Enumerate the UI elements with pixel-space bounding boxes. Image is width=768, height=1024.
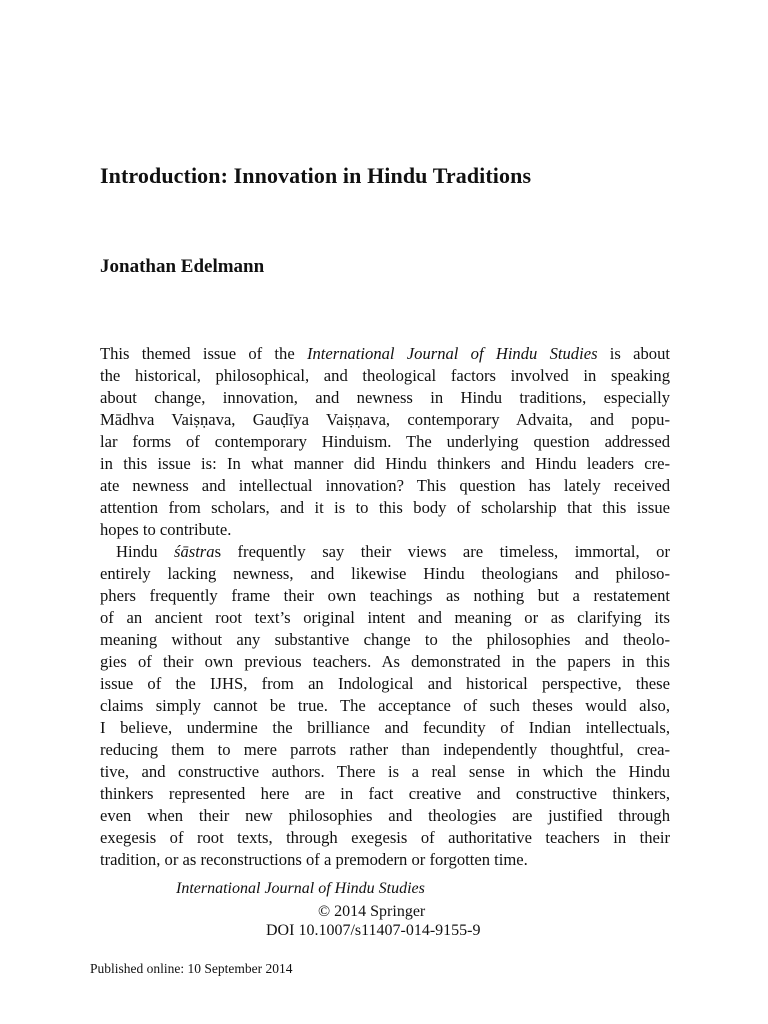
body-line: I believe, undermine the brilliance and fecundity of Indian intellectuals, (100, 718, 670, 737)
body-line: issue of the IJHS, from an Indological and historical perspective, these (100, 674, 670, 693)
body-line: ate newness and intellectual innovation? This question has lately received (100, 476, 670, 495)
body-line: in this issue is: In what manner did Hindu thinkers and Hindu leaders cre- (100, 454, 670, 473)
body-line: tive, and constructive authors. There is a real sense in which the Hindu (100, 762, 670, 781)
body-line: Hindu śāstras frequently say their views are timeless, immortal, or (116, 542, 670, 561)
body-line: the historical, philosophical, and theological factors involved in speaking (100, 366, 670, 385)
journal-name-italic: International Journal of Hindu Studies (306, 344, 598, 363)
body-line: about change, innovation, and newness in Hindu traditions, especially (100, 388, 670, 407)
article-author: Jonathan Edelmann (100, 256, 265, 277)
body-line: reducing them to mere parrots rather than independently thoughtful, crea- (100, 740, 670, 759)
body-line: meaning without any substantive change to the philosophies and theolo- (100, 630, 670, 649)
published-online-date: Published online: 10 September 2014 (90, 961, 293, 976)
body-line: Mādhva Vaiṣṇava, Gauḍīya Vaiṣṇava, contemporary Advaita, and popu- (100, 410, 670, 429)
body-line: thinkers represented here are in fact creative and constructive thinkers, (100, 784, 670, 803)
body-line: This themed issue of the International Journal of Hindu Studies is about (100, 344, 670, 363)
body-line: tradition, or as reconstructions of a premodern or forgotten time. (100, 850, 528, 869)
body-line: phers frequently frame their own teachings as nothing but a restatement (100, 586, 670, 605)
paragraph-1 (100, 343, 670, 541)
body-line: attention from scholars, and it is to this body of scholarship that this issue (100, 498, 670, 517)
footer-doi: DOI 10.1007/s11407-014-9155-9 (266, 922, 481, 939)
article-body (100, 343, 670, 871)
body-line: hopes to contribute. (100, 520, 232, 539)
sastra-term-italic: śāstra (173, 542, 215, 561)
body-line: entirely lacking newness, and likewise Hindu theologians and philoso- (100, 564, 670, 583)
footer-copyright: © 2014 Springer (318, 903, 426, 920)
paragraph-2 (100, 541, 670, 871)
body-line: even when their new philosophies and theologies are justified through (100, 806, 670, 825)
body-line: of an ancient root text’s original intent and meaning or as clarifying its (100, 608, 670, 627)
footer-journal-name: International Journal of Hindu Studies (176, 880, 425, 897)
body-line: lar forms of contemporary Hinduism. The underlying question addressed (100, 432, 670, 451)
body-line: claims simply cannot be true. The acceptance of such theses would also, (100, 696, 670, 715)
article-title: Introduction: Innovation in Hindu Traditions (100, 163, 532, 188)
body-line: gies of their own previous teachers. As demonstrated in the papers in this (100, 652, 670, 671)
body-line: exegesis of root texts, through exegesis of authoritative teachers in their (100, 828, 670, 847)
